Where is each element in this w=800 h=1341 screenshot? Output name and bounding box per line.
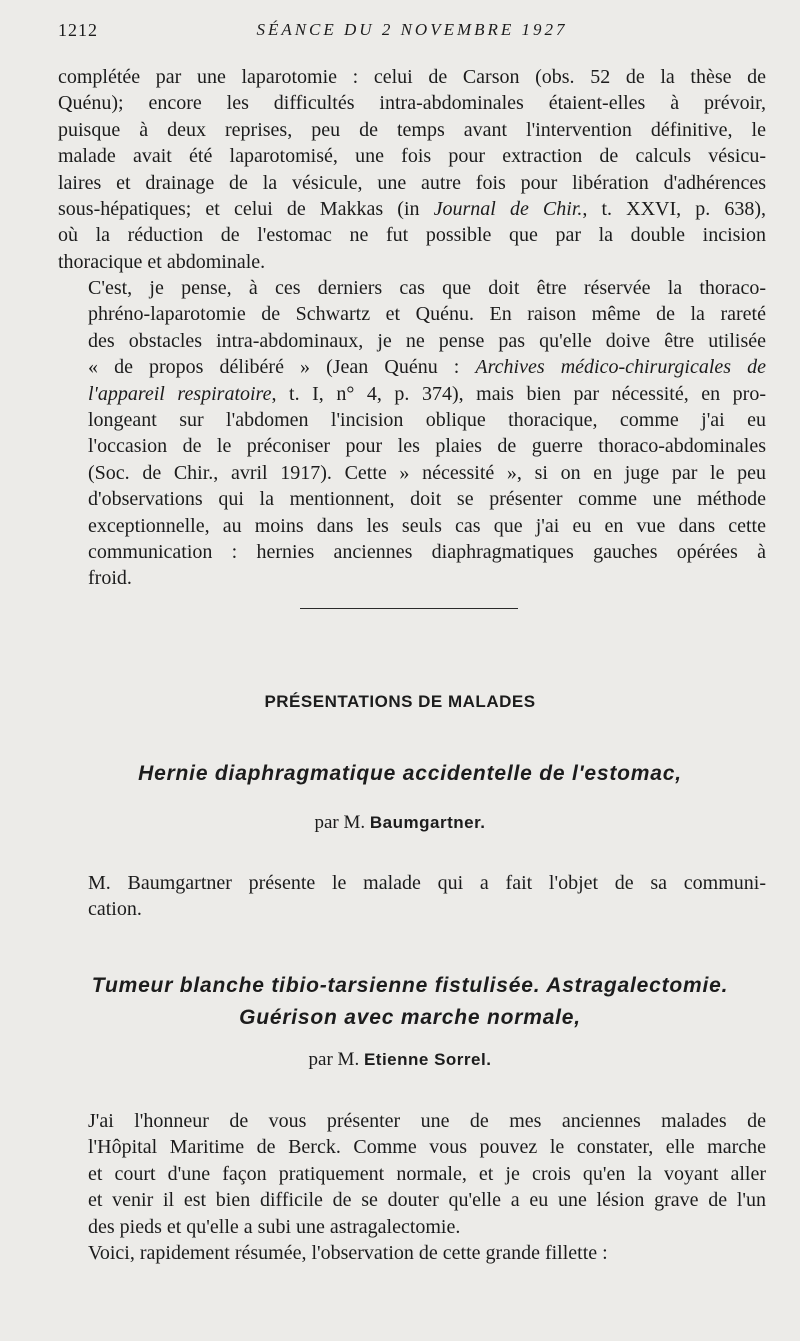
text-line: puisque à deux reprises, peu de temps avant l'intervention définitive, le <box>58 118 766 141</box>
author-name: Etienne Sorrel. <box>363 1050 492 1069</box>
text-line <box>58 354 766 380</box>
journal-title: l'appareil respiratoire <box>88 382 272 405</box>
article-title-line: Guérison avec marche normale, <box>239 1006 581 1029</box>
text-line: C'est, je pense, à ces derniers cas que doit être réservée la thoraco- <box>88 277 766 299</box>
text-fragment: , t. I, n° 4, p. 374), mais bien par nécessité, en pro- <box>271 382 766 405</box>
article-title: Hernie diaphragmatique accidentelle de l'estomac, <box>138 762 682 785</box>
text-line: longeant sur l'abdomen l'incision oblique thoracique, comme j'ai eu <box>88 409 766 432</box>
text-line: l'occasion de le préconiser pour les plaies de guerre thoraco-abdominales <box>88 435 766 458</box>
text-line: complétée par une laparotomie : celui de Carson (obs. 52 de la thèse de <box>58 66 766 88</box>
byline <box>0 1049 800 1071</box>
text-line: froid. <box>88 567 132 590</box>
text-line: thoracique et abdominale. <box>58 250 266 273</box>
text-line: et court d'une façon pratiquement normale, et je crois qu'en la voyant aller <box>88 1162 766 1185</box>
journal-title: Archives médico-chirurgicales de <box>475 356 766 379</box>
header-title: SÉANCE DU 2 NOVEMBRE 1927 <box>256 20 568 39</box>
text-fragment: , t. XXVI, p. 638), <box>582 198 767 221</box>
text-line <box>58 196 766 222</box>
article-title-line: Tumeur blanche tibio-tarsienne fistulisée. Astragalectomie. <box>91 974 729 997</box>
text-line: Quénu); encore les difficultés intra-abdominales étaient-elles à prévoir, <box>58 92 766 115</box>
text-line: des pieds et qu'elle a subi une astragalectomie. <box>88 1215 461 1238</box>
text-line: d'observations qui la mentionnent, doit se présenter comme une méthode <box>88 488 766 511</box>
text-line: (Soc. de Chir., avril 1917). Cette » nécessité », si on en juge par le peu <box>88 461 766 484</box>
text-line: malade avait été laparotomisé, une fois pour extraction de calculs vésicu- <box>58 145 766 168</box>
text-line: M. Baumgartner présente le malade qui a fait l'objet de sa communi- <box>88 872 766 894</box>
text-line: exceptionnelle, au moins dans les seuls cas que j'ai eu en vue dans cette <box>88 514 766 537</box>
section-divider <box>300 608 518 609</box>
text-line <box>58 381 766 407</box>
paragraph-sorrel <box>58 1108 766 1266</box>
running-header <box>58 20 766 46</box>
text-line: et venir il est bien difficile de se douter qu'elle a eu une lésion grave de l'un <box>88 1189 766 1212</box>
text-line: laires et drainage de la vésicule, une autre fois pour libération d'adhérences <box>58 171 766 194</box>
text-line: l'Hôpital Maritime de Berck. Comme vous pouvez le constater, elle marche <box>88 1136 766 1159</box>
article-title <box>40 970 780 1034</box>
section-heading: PRÉSENTATIONS DE MALADES <box>264 692 536 711</box>
text-line: cation. <box>88 898 142 921</box>
paragraph-continuation <box>58 64 766 275</box>
text-fragment: sous-hépatiques; et celui de Makkas (in <box>58 198 420 221</box>
paragraph-baumgartner <box>58 870 766 923</box>
text-line: Voici, rapidement résumée, l'observation de cette grande fillette : <box>88 1242 608 1265</box>
byline-prefix: par M. <box>314 812 366 833</box>
byline-prefix: par M. <box>308 1049 360 1070</box>
journal-title: Journal de Chir. <box>433 198 583 221</box>
author-name: Baumgartner. <box>369 813 486 832</box>
text-line: où la réduction de l'estomac ne fut possible que par la double incision <box>58 224 766 247</box>
text-line: phréno-laparotomie de Schwartz et Quénu. En raison même de la rareté <box>88 303 766 326</box>
text-line: J'ai l'honneur de vous présenter une de mes anciennes malades de <box>88 1110 766 1132</box>
byline <box>0 812 800 834</box>
text-line: communication : hernies anciennes diaphragmatiques gauches opérées à <box>88 541 766 564</box>
text-fragment: « de propos délibéré » (Jean Quénu : <box>88 356 460 379</box>
page-number: 1212 <box>58 20 98 40</box>
paragraph-thoraco-phreno <box>58 275 766 592</box>
text-line: des obstacles intra-abdominaux, je ne pense pas qu'elle doive être utilisée <box>88 329 766 352</box>
